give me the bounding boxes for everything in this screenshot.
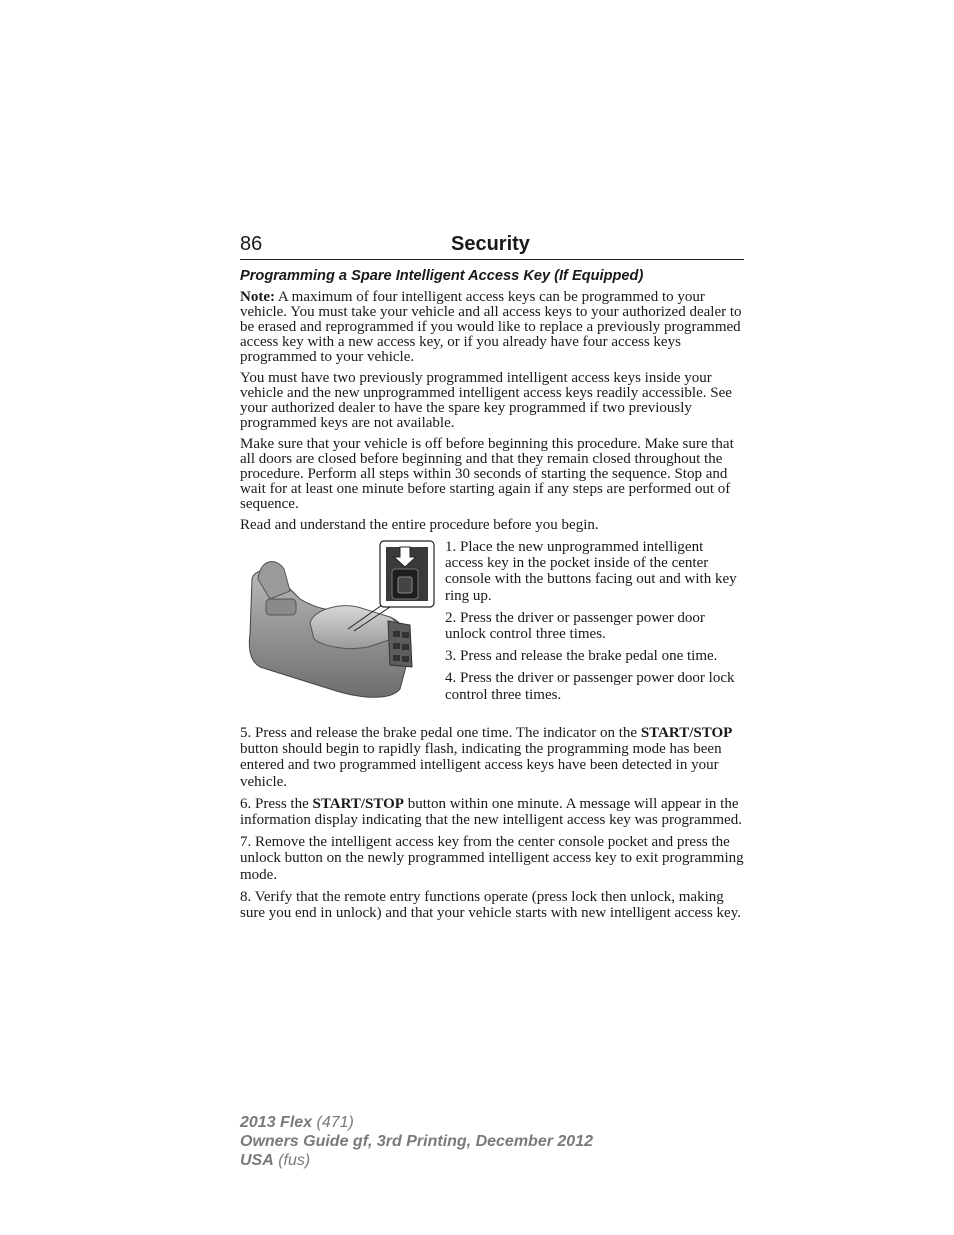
- footer-model: [240, 1113, 593, 1132]
- footer-model-code: (471): [312, 1114, 354, 1131]
- step-7: 7. Remove the intelligent access key from the center console pocket and press the unlock button on the newly programmed intelligent access key to exit programming mode.: [240, 834, 744, 883]
- note-paragraph: [240, 290, 744, 365]
- footer-market-name: USA: [240, 1152, 274, 1169]
- step-6-text-b: button within one minute. A message will appear in the information display indicating that the new intelligent access key was programmed.: [240, 795, 742, 829]
- step-4: 4. Press the driver or passenger power door lock control three times.: [445, 670, 735, 703]
- page-header: [240, 228, 744, 260]
- step-5-text-a: 5. Press and release the brake pedal one time. The indicator on the: [240, 725, 641, 741]
- start-stop-label: START/STOP: [640, 725, 733, 741]
- step-5-text-b: button should begin to rapidly flash, indicating the programming mode has been entered and two programmed intelligent access keys have been detected in your vehicle.: [240, 741, 722, 790]
- start-stop-label: START/STOP: [312, 795, 404, 812]
- paragraph-read-first: Read and understand the entire procedure before you begin.: [240, 517, 599, 533]
- figure-with-steps: [240, 539, 744, 719]
- console-key-svg: [240, 539, 445, 719]
- step-6: [240, 796, 744, 828]
- paragraph-preparation: Make sure that your vehicle is off before beginning this procedure. Make sure that all doors are closed before beginning and that they remain closed throughout the procedure. Perform all steps within 30 seconds of starting the sequence. Stop and wait for at least one minute before starting again if any steps are performed out of sequence.: [240, 436, 734, 512]
- step-5: [240, 725, 744, 790]
- footer-guide: Owners Guide gf, 3rd Printing, December 2012: [240, 1133, 593, 1150]
- steps-1-to-4: [445, 539, 744, 719]
- console-pocket-illustration: [240, 539, 445, 719]
- page-footer: [240, 1113, 593, 1170]
- footer-market-code: (fus): [273, 1152, 311, 1169]
- section-title: Security: [451, 233, 530, 255]
- paragraph-requirements: You must have two previously programmed intelligent access keys inside your vehicle and the new unprogrammed intelligent access keys readily accessible. See your authorized dealer to have the spare key programmed if two previously programmed keys are not available.: [240, 370, 732, 431]
- note-text: A maximum of four intelligent access keys can be programmed to your vehicle. You must take your vehicle and all access keys to your authorized dealer to be erased and reprogrammed if you would like to replace a previously programmed access key with a new access key, or if you already have four access keys programmed to your vehicle.: [240, 289, 742, 365]
- footer-model-name: 2013 Flex: [240, 1114, 313, 1131]
- page-number: 86: [240, 233, 263, 255]
- step-6-text-a: 6. Press the: [240, 795, 313, 812]
- step-3: 3. Press and release the brake pedal one time.: [445, 648, 718, 665]
- manual-page: [240, 228, 744, 927]
- step-2: 2. Press the driver or passenger power door unlock control three times.: [445, 609, 705, 643]
- procedure-heading: Programming a Spare Intelligent Access Key (If Equipped): [240, 268, 644, 284]
- note-label: Note:: [240, 289, 275, 305]
- step-8: 8. Verify that the remote entry functions operate (press lock then unlock, making sure you end in unlock) and that your vehicle starts with new intelligent access key.: [240, 888, 741, 922]
- step-1: 1. Place the new unprogrammed intelligent access key in the pocket inside of the center console with the buttons facing out and with key ring up.: [445, 539, 737, 604]
- footer-market: [240, 1151, 593, 1170]
